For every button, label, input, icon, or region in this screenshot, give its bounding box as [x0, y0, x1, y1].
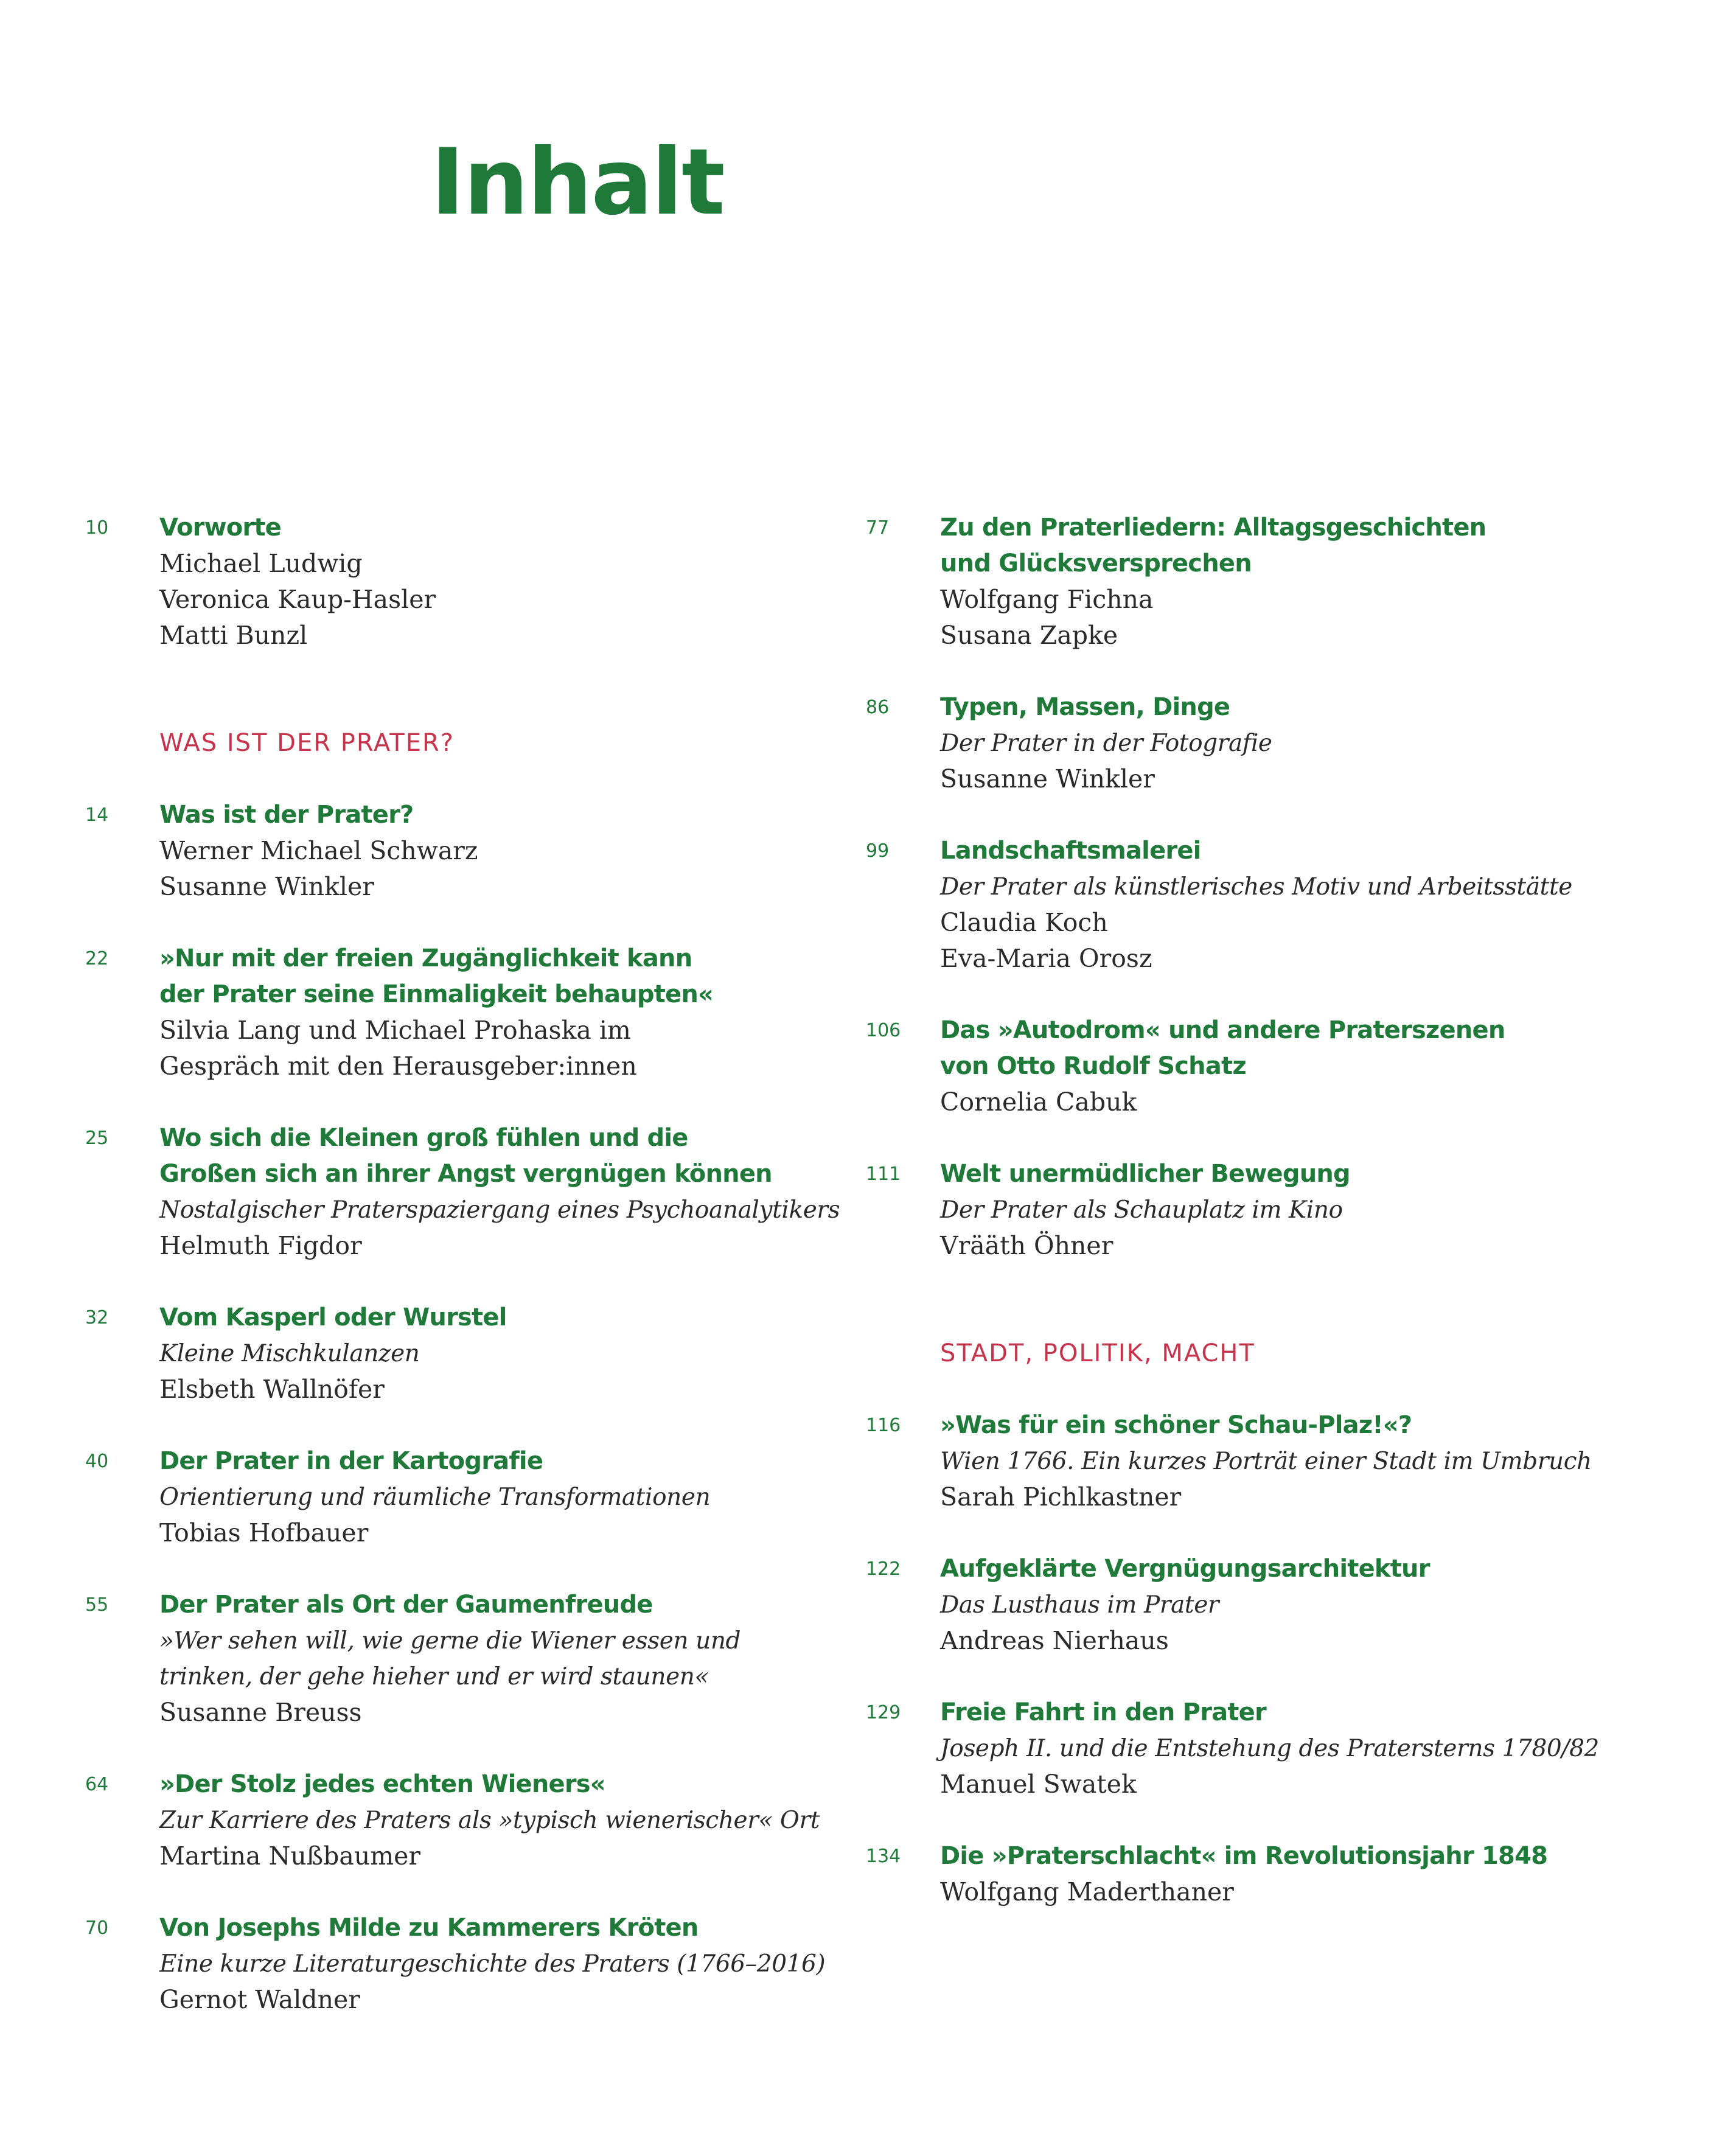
entry-author: Veronica Kaup-Hasler [159, 585, 436, 614]
entry-title: Vom Kasperl oder Wurstel [159, 1303, 507, 1331]
toc-entry[interactable] [866, 1156, 1559, 1264]
entry-author: Gespräch mit den Herausgeber:innen [159, 1052, 637, 1081]
entry-title: Was ist der Prater? [159, 801, 414, 829]
entry-subtitle: Wien 1766. Ein kurzes Porträt einer Stadt im Umbruch [940, 1448, 1592, 1475]
entry-author: Michael Ludwig [159, 549, 363, 578]
toc-entry[interactable] [866, 833, 1572, 977]
page-number: 77 [866, 517, 890, 539]
section-heading: STADT, POLITIK, MACHT [940, 1339, 1255, 1367]
spacer [85, 1874, 779, 1910]
entry-title: Aufgeklärte Vergnügungsarchitektur [940, 1555, 1430, 1583]
entry-subtitle: trinken, der gehe hieher und er wird staunen« [159, 1663, 709, 1690]
spacer [866, 977, 1559, 1013]
entry-subtitle: Der Prater als künstlerisches Motiv und Arbeitsstätte [940, 873, 1572, 901]
toc-entry[interactable] [85, 1910, 826, 2018]
entry-title: »Nur mit der freien Zugänglichkeit kann [159, 944, 692, 972]
toc-entry[interactable] [866, 1838, 1559, 1910]
entry-title: Wo sich die Kleinen groß fühlen und die [159, 1124, 688, 1152]
entry-author: Susana Zapke [940, 621, 1118, 650]
entry-title: der Prater seine Einmaligkeit behaupten« [159, 980, 714, 1008]
page-number: 22 [85, 948, 109, 969]
entry-author: Claudia Koch [940, 908, 1108, 937]
page-number: 64 [85, 1774, 109, 1795]
spacer [85, 761, 779, 797]
entry-subtitle: Kleine Mischkulanzen [159, 1340, 420, 1367]
entry-title: »Was für ein schöner Schau-Plaz!«? [940, 1411, 1412, 1439]
entry-author: Wolfgang Maderthaner [940, 1877, 1234, 1907]
entry-title: Großen sich an ihrer Angst vergnügen können [159, 1160, 772, 1188]
spacer [866, 654, 1559, 689]
entry-subtitle: »Wer sehen will, wie gerne die Wiener essen und [159, 1627, 741, 1655]
entry-author: Susanne Winkler [940, 764, 1155, 794]
page-number: 116 [866, 1415, 901, 1436]
toc-entry[interactable] [85, 1300, 779, 1408]
entry-title: Zu den Praterliedern: Alltagsgeschichten [940, 514, 1486, 542]
toc-entry[interactable] [866, 1013, 1559, 1120]
toc-column-left [85, 510, 840, 2018]
toc-entry[interactable] [866, 1408, 1592, 1515]
spacer [866, 1120, 1559, 1156]
page-number: 122 [866, 1558, 901, 1580]
entry-title: Die »Praterschlacht« im Revolutionsjahr 1848 [940, 1842, 1548, 1870]
toc-entry[interactable] [866, 510, 1559, 654]
entry-subtitle: Joseph II. und die Entstehung des Pratersterns 1780/82 [940, 1735, 1599, 1762]
entry-author: Manuel Swatek [940, 1770, 1137, 1799]
entry-subtitle: Zur Karriere des Praters als »typisch wienerischer« Ort [159, 1807, 820, 1834]
entry-author: Wolfgang Fichna [940, 585, 1154, 614]
entry-author: Vrääth Öhner [940, 1231, 1113, 1260]
toc-entry[interactable] [866, 1551, 1559, 1659]
entry-author: Eva-Maria Orosz [940, 944, 1152, 973]
entry-subtitle: Eine kurze Literaturgeschichte des Praters (1766–2016) [159, 1950, 826, 1978]
entry-author: Helmuth Figdor [159, 1231, 362, 1260]
page-number: 86 [866, 697, 890, 718]
page-number: 25 [85, 1128, 109, 1149]
entry-title: Typen, Massen, Dinge [940, 693, 1230, 721]
spacer [866, 797, 1559, 833]
entry-subtitle: Der Prater als Schauplatz im Kino [940, 1196, 1343, 1224]
spacer [85, 654, 779, 725]
toc-entry[interactable] [866, 689, 1559, 797]
spacer [85, 1551, 779, 1587]
page-number: 55 [85, 1594, 109, 1616]
page-number: 70 [85, 1917, 109, 1939]
spacer [85, 905, 779, 941]
spacer [866, 1515, 1559, 1551]
page-number: 99 [866, 840, 890, 862]
entry-author: Martina Nußbaumer [159, 1841, 420, 1871]
page-title: Inhalt [431, 130, 724, 235]
entry-title: »Der Stolz jedes echten Wieners« [159, 1770, 605, 1798]
spacer [866, 1802, 1559, 1838]
entry-author: Elsbeth Wallnöfer [159, 1375, 385, 1404]
entry-title: Landschaftsmalerei [940, 837, 1201, 865]
spacer [85, 1408, 779, 1443]
spacer [866, 1264, 1559, 1336]
toc-entry[interactable] [85, 1767, 820, 1874]
entry-author: Andreas Nierhaus [940, 1626, 1169, 1655]
section-heading: WAS IST DER PRATER? [159, 729, 455, 757]
entry-title: und Glücksversprechen [940, 549, 1252, 577]
entry-title: Vorworte [159, 514, 281, 542]
toc-entry[interactable] [85, 1443, 779, 1551]
toc-column-right [866, 510, 1599, 1910]
entry-author: Sarah Pichlkastner [940, 1482, 1182, 1512]
page-number: 14 [85, 804, 109, 826]
entry-title: Der Prater in der Kartografie [159, 1447, 543, 1475]
entry-author: Werner Michael Schwarz [159, 836, 478, 865]
entry-subtitle: Nostalgischer Praterspaziergang eines Psychoanalytikers [159, 1196, 840, 1224]
entry-author: Cornelia Cabuk [940, 1087, 1137, 1117]
toc-entry[interactable] [85, 1120, 840, 1264]
entry-title: Von Josephs Milde zu Kammerers Kröten [159, 1914, 699, 1942]
entry-subtitle: Der Prater in der Fotografie [940, 730, 1272, 757]
page-number: 32 [85, 1307, 109, 1328]
entry-title: Freie Fahrt in den Prater [940, 1698, 1266, 1726]
spacer [866, 1659, 1559, 1695]
toc-entry[interactable] [85, 797, 779, 905]
page-number: 40 [85, 1451, 109, 1472]
toc-entry[interactable] [85, 1587, 779, 1731]
entry-subtitle: Orientierung und räumliche Transformationen [159, 1484, 711, 1511]
toc-entry[interactable] [866, 1695, 1599, 1802]
entry-author: Silvia Lang und Michael Prohaska im [159, 1016, 631, 1045]
entry-title: von Otto Rudolf Schatz [940, 1052, 1246, 1080]
page-number: 106 [866, 1020, 901, 1041]
spacer [85, 1731, 779, 1767]
entry-title: Der Prater als Ort der Gaumenfreude [159, 1591, 653, 1619]
entry-title: Das »Autodrom« und andere Praterszenen [940, 1016, 1505, 1044]
entry-title: Welt unermüdlicher Bewegung [940, 1160, 1350, 1188]
entry-author: Susanne Breuss [159, 1698, 362, 1727]
page-number: 134 [866, 1846, 901, 1867]
entry-author: Matti Bunzl [159, 621, 308, 650]
toc-entry[interactable] [85, 941, 779, 1084]
page-number: 10 [85, 517, 109, 539]
entry-author: Tobias Hofbauer [159, 1518, 369, 1547]
spacer [866, 1372, 1559, 1408]
toc-entry[interactable] [85, 510, 779, 654]
entry-author: Gernot Waldner [159, 1985, 360, 2014]
page-number: 111 [866, 1163, 901, 1185]
spacer [85, 1264, 779, 1300]
entry-author: Susanne Winkler [159, 872, 374, 901]
entry-subtitle: Das Lusthaus im Prater [940, 1591, 1219, 1619]
spacer [85, 1084, 779, 1120]
page-number: 129 [866, 1702, 901, 1723]
